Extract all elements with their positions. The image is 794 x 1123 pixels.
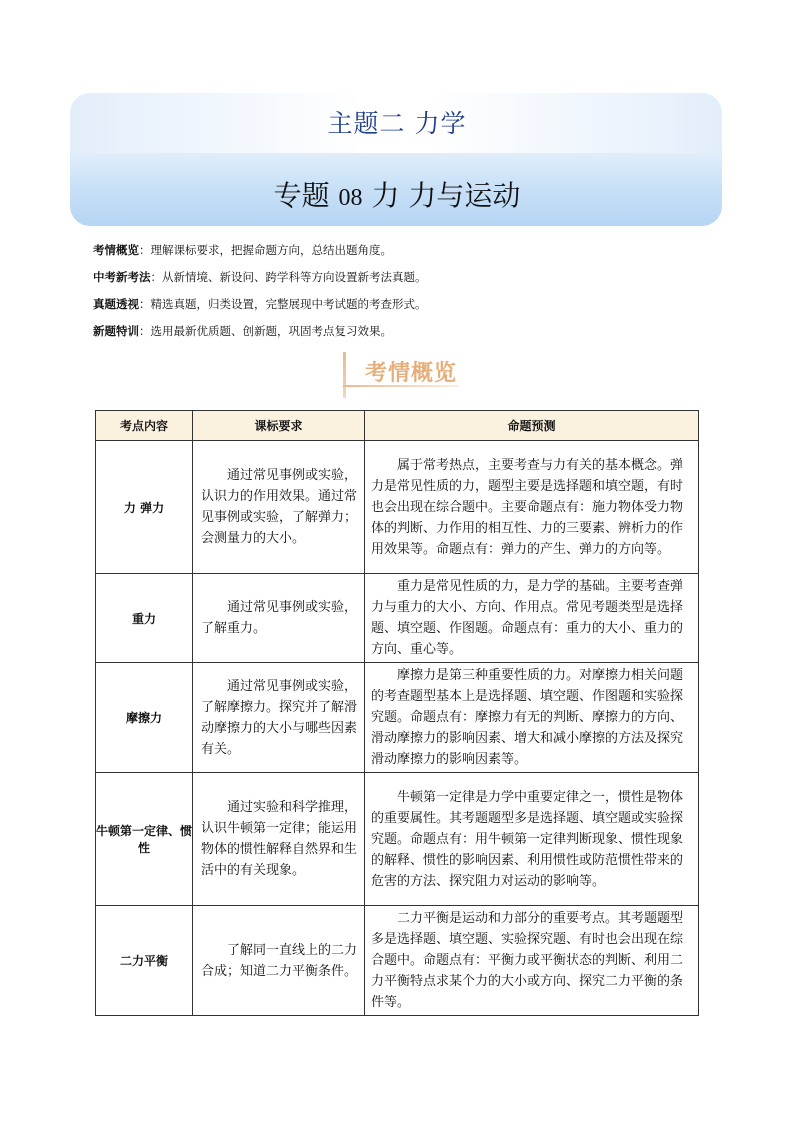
prediction-text: 牛顿第一定律是力学中重要定律之一，惯性是物体的重要属性。其考题题型多是选择题、填空题或实验探究题。命题点有：用牛顿第一定律判断现象、惯性现象的解释、惯性的影响因素、利用惯性或防范惯性带来的危害的方法、探究阻力对运动的影响等。 bbox=[371, 789, 684, 889]
exam-overview-table bbox=[95, 410, 699, 1016]
column-header: 考点内容 bbox=[96, 411, 193, 441]
intro-sep: ： bbox=[139, 243, 151, 257]
requirement-text: 通过常见事例或实验，了解摩擦力。探究并了解滑动摩擦力的大小与哪些因素有关。 bbox=[201, 678, 358, 757]
section-heading-bar bbox=[343, 352, 346, 398]
intro-value: 精选真题，归类设置，完整展现中考试题的考查形式。 bbox=[150, 297, 427, 311]
intro-key: 新题特训 bbox=[93, 324, 139, 338]
column-header: 课标要求 bbox=[193, 411, 365, 441]
intro-key: 考情概览 bbox=[93, 243, 139, 257]
topic-cell: 二力平衡 bbox=[96, 906, 193, 1016]
requirement-cell bbox=[193, 574, 365, 663]
prediction-text: 摩擦力是第三种重要性质的力。对摩擦力相关问题的考查题型基本上是选择题、填空题、作图题和实验探究题。命题点有：摩擦力有无的判断、摩擦力的方向、滑动摩擦力的影响因素、增大和减小摩擦的方法及探究滑动摩擦力的影响因素等。 bbox=[371, 668, 684, 767]
prediction-text: 属于常考热点，主要考查与力有关的基本概念。弹力是常见性质的力，题型主要是选择题和填空题，有时也会出现在综合题中。主要命题点有：施力物体受力物体的判断、力作用的相互性、力的三要素、辨析力的作用效果等。命题点有：弹力的产生、弹力的方向等。 bbox=[371, 457, 684, 557]
requirement-cell bbox=[193, 663, 365, 773]
section-heading-text: 考情概览 bbox=[365, 361, 458, 386]
table-header-row bbox=[96, 411, 699, 441]
intro-value: 理解课标要求，把握命题方向，总结出题角度。 bbox=[150, 243, 392, 257]
table-row bbox=[96, 906, 699, 1016]
prediction-cell bbox=[365, 441, 699, 574]
prediction-text: 重力是常见性质的力，是力学的基础。主要考查弹力与重力的大小、方向、作用点。常见考题类型是选择题、填空题、作图题。命题点有：重力的大小、重力的方向、重心等。 bbox=[371, 579, 684, 657]
intro-sep: ： bbox=[139, 324, 151, 338]
table-row bbox=[96, 574, 699, 663]
intro-line bbox=[93, 269, 427, 285]
intro-key: 中考新考法 bbox=[93, 270, 151, 284]
table-row bbox=[96, 441, 699, 574]
topic-title-number: 08 bbox=[338, 185, 363, 211]
topic-cell: 牛顿第一定律、惯性 bbox=[96, 773, 193, 906]
requirement-text: 通过实验和科学推理，认识牛顿第一定律；能运用物体的惯性解释自然界和生活中的有关现象。 bbox=[201, 800, 358, 878]
theme-title: 主题二 力学 bbox=[327, 109, 467, 138]
prediction-cell bbox=[365, 773, 699, 906]
table-row bbox=[96, 773, 699, 906]
requirement-text: 了解同一直线上的二力合成；知道二力平衡条件。 bbox=[201, 942, 358, 979]
intro-line bbox=[93, 296, 427, 312]
topic-title-suffix: 力 力与运动 bbox=[371, 179, 521, 212]
intro-sep: ： bbox=[139, 297, 151, 311]
intro-value: 从新情境、新设问、跨学科等方向设置新考法真题。 bbox=[162, 270, 427, 284]
prediction-text: 二力平衡是运动和力部分的重要考点。其考题题型多是选择题、填空题、实验探究题、有时也会出现在综合题中。命题点有：平衡力或平衡状态的判断、利用二力平衡特点求某个力的大小或方向、探究二力平衡的条件等。 bbox=[371, 911, 684, 1010]
prediction-cell bbox=[365, 906, 699, 1016]
requirement-text: 通过常见事例或实验，了解重力。 bbox=[201, 600, 358, 636]
topic-title bbox=[0, 174, 794, 214]
column-header: 命题预测 bbox=[365, 411, 699, 441]
intro-line bbox=[93, 323, 392, 339]
topic-title-prefix: 专题 bbox=[273, 179, 330, 212]
section-heading bbox=[343, 350, 463, 400]
prediction-cell bbox=[365, 663, 699, 773]
requirement-cell bbox=[193, 906, 365, 1016]
topic-cell: 力 弹力 bbox=[96, 441, 193, 574]
prediction-cell bbox=[365, 574, 699, 663]
requirement-cell bbox=[193, 441, 365, 574]
intro-value: 选用最新优质题、创新题，巩固考点复习效果。 bbox=[150, 324, 392, 338]
requirement-text: 通过常见事例或实验，认识力的作用效果。通过常见事例或实验，了解弹力；会测量力的大小。 bbox=[201, 468, 358, 546]
intro-key: 真题透视 bbox=[93, 297, 139, 311]
topic-cell: 重力 bbox=[96, 574, 193, 663]
requirement-cell bbox=[193, 773, 365, 906]
intro-line bbox=[93, 242, 392, 258]
table-row bbox=[96, 663, 699, 773]
topic-cell: 摩擦力 bbox=[96, 663, 193, 773]
intro-sep: ： bbox=[150, 270, 162, 284]
